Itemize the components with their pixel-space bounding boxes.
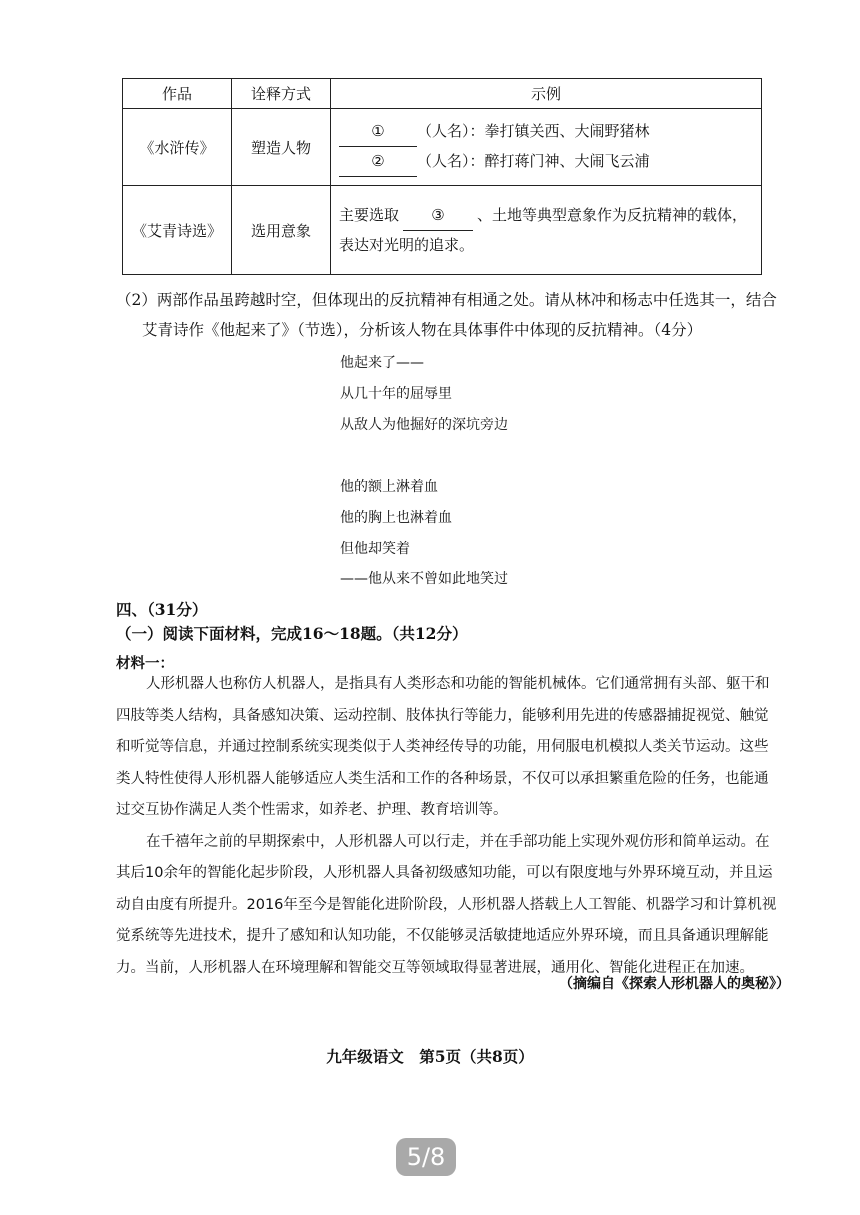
cell-example [331, 109, 762, 186]
header-method: 诠释方式 [232, 79, 331, 109]
paragraph: 人形机器人也称仿人机器人，是指具有人类形态和功能的智能机械体。它们通常拥有头部、躯干和四肢等类人结构，具备感知决策、运动控制、肢体执行等能力，能够利用先进的传感器捕捉视觉、触觉和听觉等信息，并通过控制系统实现类似于人类神经传导的功能，用伺服电机模拟人类关节运动。这些类人特性使得人形机器人能够适应人类生活和工作的各种场景，不仅可以承担繁重危险的任务，也能通过交互协作满足人类个性需求，如养老、护理、教育培训等。 [116, 676, 770, 818]
example-line [339, 117, 755, 147]
poem-line: 他的胸上也淋着血 [340, 510, 452, 526]
material-label: 材料一： [116, 655, 174, 672]
example-text: （人名）：醉打蒋门神、大闹飞云浦 [417, 152, 650, 170]
fill-blank-2: ② [339, 147, 417, 177]
cell-work: 《艾青诗选》 [123, 186, 232, 275]
header-example: 示例 [331, 79, 762, 109]
example-line [339, 201, 755, 231]
example-line: 表达对光明的追求。 [339, 235, 475, 254]
question-2-line-2: 艾青诗作《他起来了》（节选），分析该人物在具体事件中体现的反抗精神。（4分） [142, 321, 703, 339]
cell-example [331, 186, 762, 275]
header-work: 作品 [123, 79, 232, 109]
cell-method: 选用意象 [232, 186, 331, 275]
cell-method: 塑造人物 [232, 109, 331, 186]
page-footer: 九年级语文 第5页（共8页） [326, 1047, 534, 1066]
poem-line: 他的额上淋着血 [340, 479, 438, 495]
table-row [123, 109, 762, 186]
section-subheading: （一）阅读下面材料，完成16～18题。（共12分） [116, 624, 468, 643]
example-text: （人名）：拳打镇关西、大闹野猪林 [417, 122, 650, 140]
section-heading: 四、（31分） [116, 600, 208, 619]
poem-line: 从敌人为他掘好的深坑旁边 [340, 417, 508, 433]
poem-line: 但他却笑着 [340, 541, 410, 557]
material-body [116, 669, 778, 984]
table-row [123, 186, 762, 275]
cell-work: 《水浒传》 [123, 109, 232, 186]
fill-blank-3: ③ [403, 201, 473, 231]
question-2-line-1: （2）两部作品虽跨越时空，但体现出的反抗精神有相通之处。请从林冲和杨志中任选其一，结合 [116, 291, 777, 309]
example-line [339, 147, 755, 177]
poem-line: ——他从来不曾如此地笑过 [340, 571, 508, 587]
paragraph: 在千禧年之前的早期探索中，人形机器人可以行走，并在手部功能上实现外观仿形和简单运动。在其后10余年的智能化起步阶段，人形机器人具备初级感知功能，可以有限度地与外界环境互动，并且运动自由度有所提升。2016年至今是智能化进阶阶段，人形机器人搭载上人工智能、机器学习和计算机视觉系统等先进技术，提升了感知和认知功能，不仅能够灵活敏捷地适应外界环境，而且具备通识理解能力。当前，人形机器人在环境理解和智能交互等领域取得显著进展，通用化、智能化进程正在加速。 [116, 833, 777, 976]
page-indicator: 5/8 [396, 1138, 456, 1176]
fill-blank-1: ① [339, 117, 417, 147]
table-header-row [123, 79, 762, 109]
example-text: 主要选取 [339, 205, 400, 224]
poem-line: 从几十年的屈辱里 [340, 386, 452, 402]
poem-line: 他起来了—— [340, 355, 424, 371]
source-citation: （摘编自《探索人形机器人的奥秘》） [559, 976, 790, 992]
interpretation-table [122, 78, 762, 275]
example-text: 、土地等典型意象作为反抗精神的载体， [477, 205, 748, 224]
